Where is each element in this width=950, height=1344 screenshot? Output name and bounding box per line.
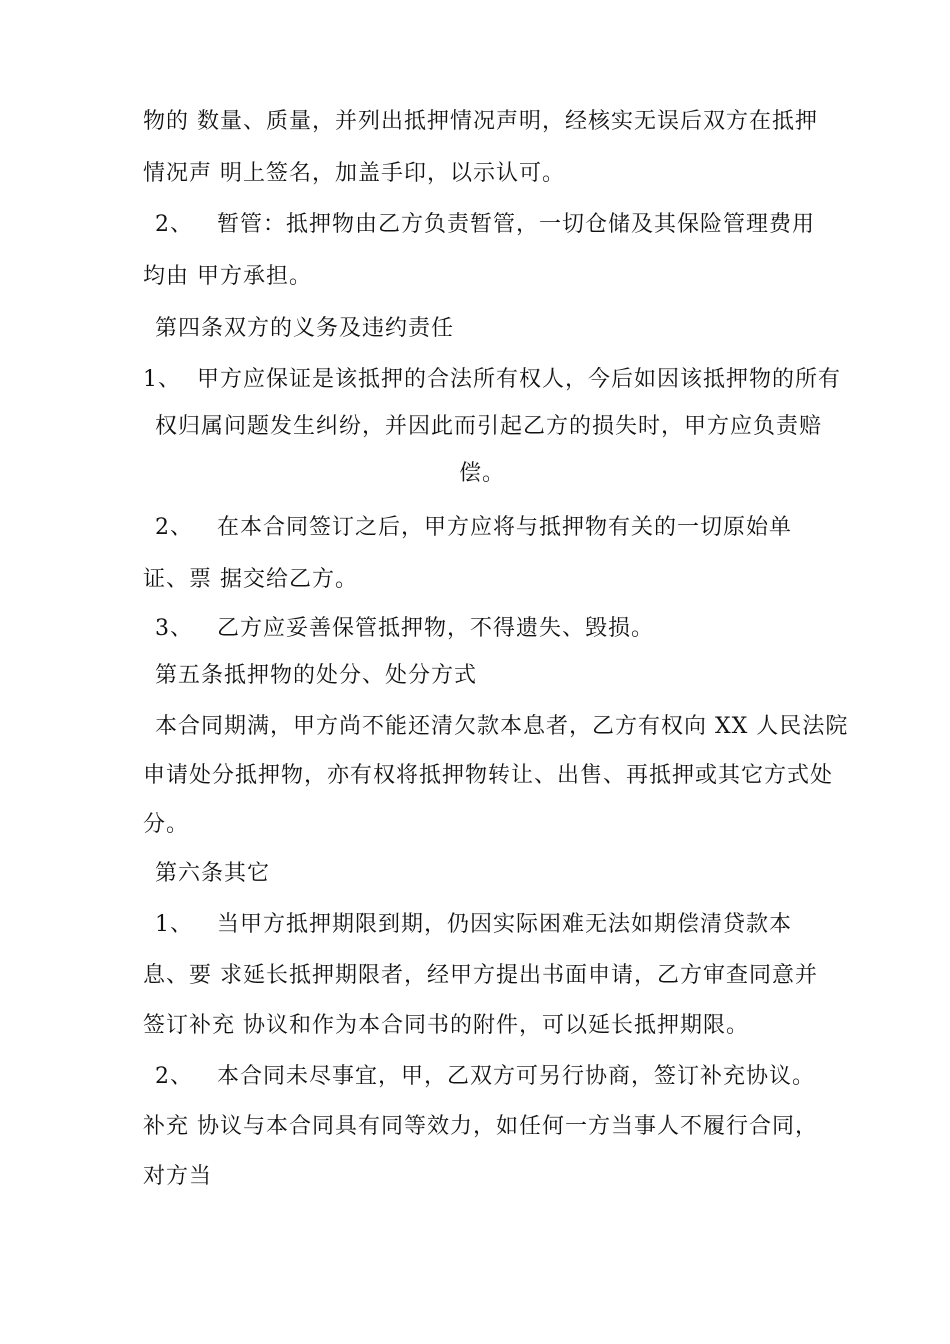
text-line: 偿。 [459, 461, 506, 486]
text-line: 1、 当甲方抵押期限到期，仍因实际困难无法如期偿清贷款本 [155, 912, 792, 937]
text-line: 3、 乙方应妥善保管抵押物，不得遗失、毁损。 [155, 616, 654, 641]
text-line: 2、 暂管：抵押物由乙方负责暂管，一切仓储及其保险管理费用 [155, 212, 815, 237]
text-line: 证、票 据交给乙方。 [143, 567, 358, 592]
text-line: 分。 [143, 812, 190, 837]
section-heading: 第四条双方的义务及违约责任 [155, 316, 455, 341]
text-line: 补充 协议与本合同具有同等效力，如任何一方当事人不履行合同， [143, 1114, 818, 1139]
text-line: 本合同期满，甲方尚不能还清欠款本息者，乙方有权向 XX 人民法院 [155, 714, 849, 739]
text-line: 息、要 求延长抵押期限者，经甲方提出书面申请，乙方审查同意并 [143, 963, 818, 988]
text-line: 物的 数量、质量，并列出抵押情况声明，经核实无误后双方在抵押 [143, 109, 818, 134]
text-line: 权归属问题发生纠纷，并因此而引起乙方的损失时，甲方应负责赔 [155, 414, 823, 439]
text-line: 均由 甲方承担。 [143, 264, 312, 289]
section-heading: 第五条抵押物的处分、处分方式 [155, 663, 478, 688]
text-line: 情况声 明上签名，加盖手印，以示认可。 [143, 161, 565, 186]
text-line: 申请处分抵押物，亦有权将抵押物转让、出售、再抵押或其它方式处 [143, 763, 834, 788]
text-line: 1、 甲方应保证是该抵押的合法所有权人，今后如因该抵押物的所有 [143, 367, 841, 392]
text-line: 签订补充 协议和作为本合同书的附件，可以延长抵押期限。 [143, 1013, 749, 1038]
section-heading: 第六条其它 [155, 861, 271, 886]
text-line: 2、 本合同未尽事宜，甲，乙双方可另行协商，签订补充协议。 [155, 1064, 815, 1089]
text-line: 对方当 [143, 1164, 213, 1189]
text-line: 2、 在本合同签订之后，甲方应将与抵押物有关的一切原始单 [155, 515, 792, 540]
